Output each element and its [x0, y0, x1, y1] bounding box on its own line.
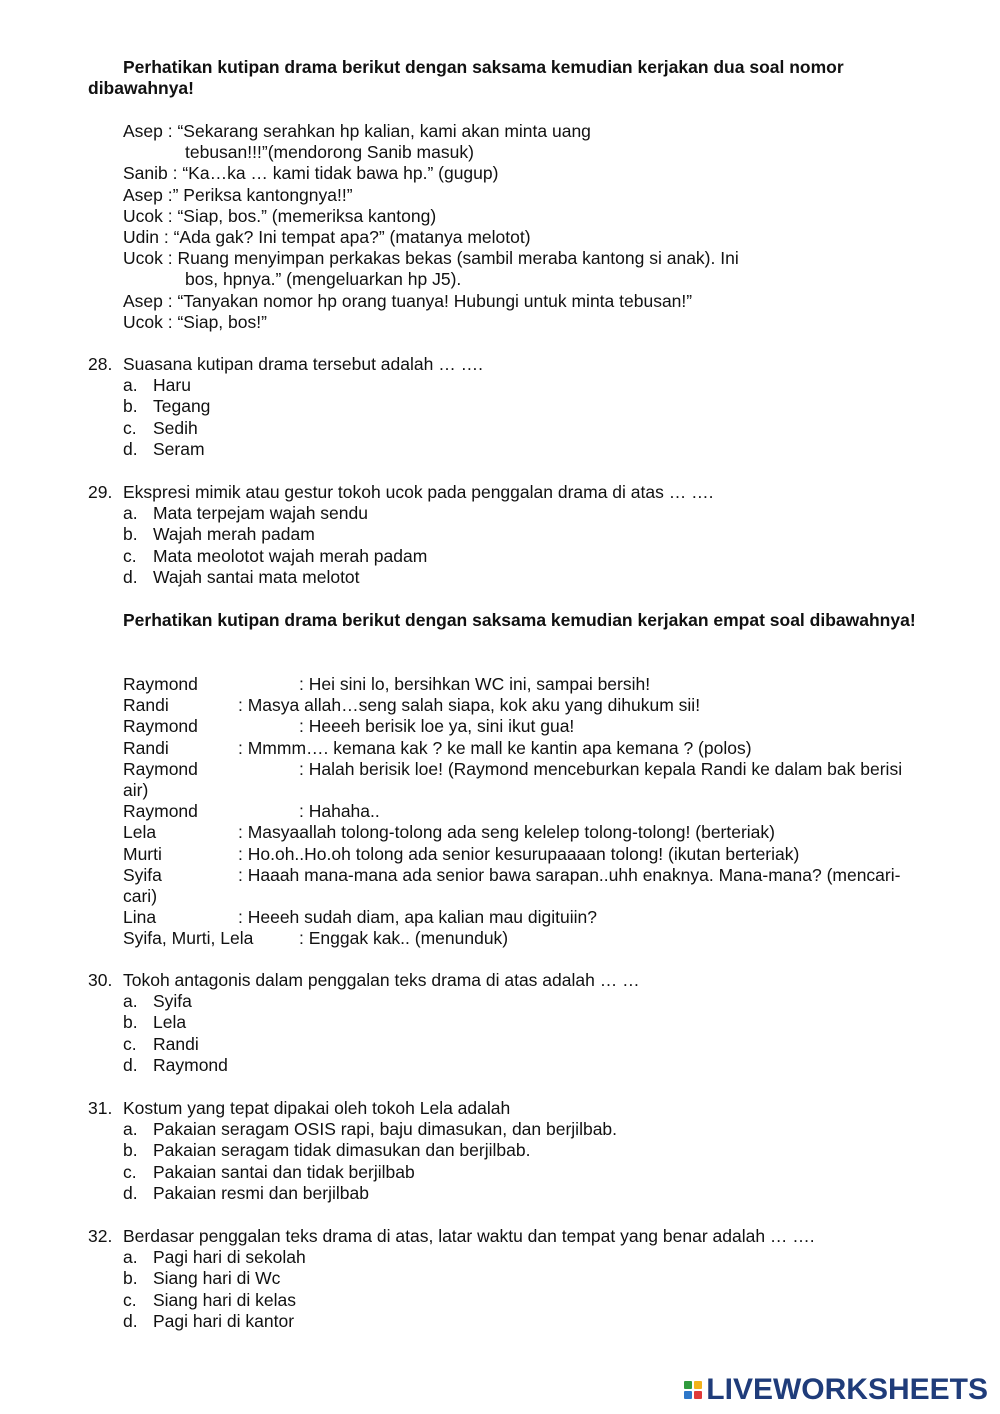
- logo-mark-icon: [684, 1381, 702, 1399]
- option-text: Pakaian seragam OSIS rapi, baju dimasukan, dan berjilbab.: [153, 1119, 618, 1140]
- question-number: 28.: [88, 354, 113, 374]
- logo-square: [694, 1381, 702, 1389]
- logo-square: [684, 1381, 692, 1389]
- dialog-text: : Hei sini lo, bersihkan WC ini, sampai bersih!: [299, 674, 651, 694]
- question-number: 30.: [88, 970, 113, 990]
- dialog-line: Asep : “Sekarang serahkan hp kalian, kami akan minta uang: [123, 121, 591, 141]
- option-letter: c.: [123, 1289, 137, 1310]
- answer-option-a[interactable]: [88, 1119, 948, 1140]
- dialog-text: : Masya allah…seng salah siapa, kok aku yang dihukum sii!: [238, 695, 701, 716]
- option-letter: d.: [123, 566, 138, 587]
- liveworksheets-logo[interactable]: [684, 1374, 988, 1406]
- dialog-text: : Masyaallah tolong-tolong ada seng kelelep tolong-tolong! (berteriak): [238, 822, 775, 843]
- instruction-1: [88, 57, 938, 99]
- dialog-text: : Ho.oh..Ho.oh tolong ada senior kesurupaaaan tolong! (ikutan berteriak): [238, 843, 800, 864]
- dialog-line: [123, 865, 943, 907]
- logo-square: [694, 1391, 702, 1399]
- drama-excerpt-2: [123, 674, 943, 949]
- answer-option-b[interactable]: [88, 1268, 948, 1289]
- dialog-line: [123, 844, 943, 865]
- option-letter: c.: [123, 1033, 137, 1054]
- option-text: Tegang: [153, 396, 211, 417]
- speaker-name: Murti: [123, 843, 162, 864]
- logo-text: LIVEWORKSHEETS: [706, 1373, 988, 1407]
- dialog-text: : Heeeh sudah diam, apa kalian mau digituiin?: [238, 907, 597, 928]
- option-text: Pakaian santai dan tidak berjilbab: [153, 1161, 415, 1182]
- dialog-line-continued: tebusan!!!”(mendorong Sanib masuk): [185, 142, 474, 163]
- question-text: Kostum yang tepat dipakai oleh tokoh Lela adalah: [123, 1098, 511, 1118]
- option-text: Siang hari di Wc: [153, 1268, 281, 1289]
- speaker-name: Lela: [123, 822, 157, 843]
- option-letter: d.: [123, 438, 138, 459]
- answer-option-a[interactable]: [88, 503, 948, 524]
- question-30: [88, 970, 948, 1076]
- answer-option-b[interactable]: [88, 524, 948, 545]
- speaker-name: Raymond: [123, 716, 198, 737]
- option-letter: a.: [123, 1247, 138, 1268]
- option-text: Raymond: [153, 1054, 228, 1075]
- option-letter: b.: [123, 1268, 138, 1289]
- dialog-line: [123, 907, 943, 928]
- option-text: Sedih: [153, 417, 198, 438]
- option-text: Randi: [153, 1033, 199, 1054]
- answer-option-d[interactable]: [88, 439, 948, 460]
- option-text: Wajah merah padam: [153, 524, 315, 545]
- question-number: 29.: [88, 482, 113, 502]
- dialog-line: Asep :” Periksa kantongnya!!”: [123, 184, 353, 205]
- option-text: Pakaian resmi dan berjilbab: [153, 1182, 369, 1203]
- option-letter: d.: [123, 1310, 138, 1331]
- dialog-line: [123, 695, 943, 716]
- option-text: Siang hari di kelas: [153, 1289, 296, 1310]
- speaker-name: Raymond: [123, 801, 198, 822]
- dialog-text: : Hahaha..: [299, 801, 380, 822]
- speaker-name: Syifa, Murti, Lela: [123, 928, 254, 949]
- answer-option-b[interactable]: [88, 1012, 948, 1033]
- answer-option-d[interactable]: [88, 1055, 948, 1076]
- instruction-1-text: Perhatikan kutipan drama berikut dengan saksama kemudian kerjakan dua soal nomor dibawahnya!: [88, 57, 844, 99]
- answer-option-c[interactable]: [88, 1034, 948, 1055]
- dialog-line: Udin : “Ada gak? Ini tempat apa?” (matanya melotot): [123, 227, 531, 248]
- question-text: Suasana kutipan drama tersebut adalah … ….: [123, 354, 483, 374]
- option-text: Mata meolotot wajah merah padam: [153, 545, 428, 566]
- speaker-name: Randi: [123, 737, 169, 758]
- option-letter: d.: [123, 1182, 138, 1203]
- dialog-text: : Haaah mana-mana ada senior bawa sarapan..uhh enaknya. Mana-mana? (mencari-: [238, 864, 901, 885]
- option-letter: c.: [123, 545, 137, 566]
- question-29: [88, 482, 948, 588]
- option-letter: a.: [123, 1119, 138, 1140]
- dialog-line: [123, 801, 943, 822]
- dialog-line: Asep : “Tanyakan nomor hp orang tuanya! Hubungi untuk minta tebusan!”: [123, 290, 693, 311]
- answer-option-a[interactable]: [88, 375, 948, 396]
- speaker-name: Randi: [123, 695, 169, 716]
- logo-square: [684, 1391, 692, 1399]
- answer-option-a[interactable]: [88, 991, 948, 1012]
- question-text: Tokoh antagonis dalam penggalan teks drama di atas adalah … …: [123, 970, 640, 990]
- dialog-text: : Heeeh berisik loe ya, sini ikut gua!: [299, 716, 575, 737]
- option-letter: c.: [123, 417, 137, 438]
- speaker-name: Raymond: [123, 758, 198, 779]
- option-letter: b.: [123, 1012, 138, 1033]
- answer-option-d[interactable]: [88, 1311, 948, 1332]
- option-text: Syifa: [153, 991, 192, 1012]
- dialog-line: [123, 738, 943, 759]
- option-letter: a.: [123, 991, 138, 1012]
- question-text: Ekspresi mimik atau gestur tokoh ucok pada penggalan drama di atas … ….: [123, 482, 714, 502]
- answer-option-c[interactable]: [88, 418, 948, 439]
- option-text: Lela: [153, 1012, 187, 1033]
- dialog-line: [123, 928, 943, 949]
- speaker-name: Syifa: [123, 864, 162, 885]
- answer-option-c[interactable]: [88, 1290, 948, 1311]
- answer-option-c[interactable]: [88, 1162, 948, 1183]
- question-32: [88, 1226, 948, 1332]
- question-28: [88, 354, 948, 460]
- dialog-text: : Enggak kak.. (menunduk): [299, 928, 509, 949]
- speaker-name: Raymond: [123, 674, 198, 694]
- option-letter: b.: [123, 1140, 138, 1161]
- dialog-line: [123, 674, 943, 695]
- dialog-line: Ucok : “Siap, bos.” (memeriksa kantong): [123, 205, 437, 226]
- option-text: Wajah santai mata melotot: [153, 566, 360, 587]
- answer-option-a[interactable]: [88, 1247, 948, 1268]
- answer-option-b[interactable]: [88, 396, 948, 417]
- dialog-line: Ucok : Ruang menyimpan perkakas bekas (sambil meraba kantong si anak). Ini: [123, 248, 739, 269]
- instruction-2: [88, 610, 938, 631]
- speaker-name: Lina: [123, 907, 157, 928]
- dialog-line: Sanib : “Ka…ka … kami tidak bawa hp.” (gugup): [123, 163, 499, 184]
- dialog-line-continued: bos, hpnya.” (mengeluarkan hp J5).: [185, 269, 462, 290]
- question-number: 32.: [88, 1226, 113, 1246]
- option-letter: a.: [123, 503, 138, 524]
- question-number: 31.: [88, 1098, 113, 1118]
- dialog-line: [123, 716, 943, 737]
- dialog-line: [123, 822, 943, 843]
- option-letter: a.: [123, 375, 138, 396]
- option-letter: d.: [123, 1054, 138, 1075]
- answer-option-d[interactable]: [88, 567, 948, 588]
- option-letter: b.: [123, 396, 138, 417]
- drama-excerpt-1: [123, 121, 943, 333]
- dialog-text-continued: cari): [123, 885, 158, 906]
- option-text: Haru: [153, 375, 191, 396]
- option-letter: c.: [123, 1161, 137, 1182]
- dialog-text-continued: air): [123, 779, 149, 800]
- instruction-2-text: Perhatikan kutipan drama berikut dengan saksama kemudian kerjakan empat soal dibawahnya!: [123, 610, 916, 630]
- option-letter: b.: [123, 524, 138, 545]
- question-text: Berdasar penggalan teks drama di atas, latar waktu dan tempat yang benar adalah … ….: [123, 1226, 815, 1246]
- dialog-line: [123, 759, 943, 801]
- answer-option-d[interactable]: [88, 1183, 948, 1204]
- option-text: Seram: [153, 438, 205, 459]
- option-text: Mata terpejam wajah sendu: [153, 503, 368, 524]
- dialog-text: : Halah berisik loe! (Raymond menceburkan kepala Randi ke dalam bak berisi: [299, 758, 903, 779]
- option-text: Pagi hari di kantor: [153, 1310, 295, 1331]
- option-text: Pagi hari di sekolah: [153, 1247, 306, 1268]
- question-31: [88, 1098, 948, 1204]
- answer-option-c[interactable]: [88, 546, 948, 567]
- dialog-text: : Mmmm…. kemana kak ? ke mall ke kantin apa kemana ? (polos): [238, 737, 752, 758]
- option-text: Pakaian seragam tidak dimasukan dan berjilbab.: [153, 1140, 531, 1161]
- answer-option-b[interactable]: [88, 1140, 948, 1161]
- dialog-line: Ucok : “Siap, bos!”: [123, 311, 267, 332]
